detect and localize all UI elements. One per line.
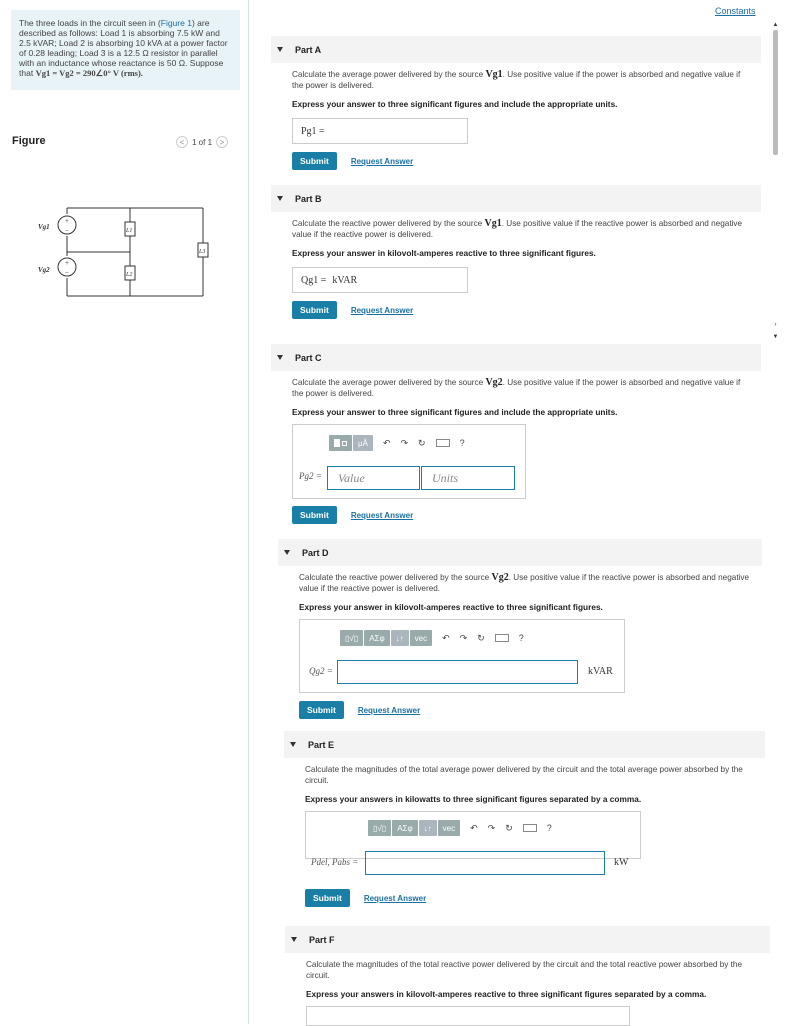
vg2-label: Vg2 (38, 266, 50, 274)
part-a-header[interactable] (271, 36, 761, 63)
part-e-instructions: Express your answers in kilowatts to three significant figures separated by a comma. (305, 794, 642, 804)
part-c-instructions: Express your answer to three significant figures and include the appropriate units. (292, 407, 618, 417)
part-e-request-answer[interactable]: Request Answer (363, 893, 427, 903)
scroll-right-arrow[interactable]: › (774, 322, 777, 328)
part-b-header[interactable] (271, 185, 761, 212)
part-b-label: Qg1 = (301, 274, 327, 286)
part-b-answer-box[interactable] (292, 267, 468, 293)
part-a-label: Pg1 = (301, 125, 325, 137)
problem-text-1: The three loads in the circuit seen in ( (19, 18, 161, 28)
redo-icon[interactable]: ↷ (400, 437, 409, 448)
undo-icon[interactable]: ↶ (470, 822, 478, 833)
l2-label: L2 (126, 272, 133, 278)
part-d-unit: kVAR (588, 666, 613, 677)
part-a (271, 36, 761, 170)
keyboard-icon[interactable] (436, 439, 450, 447)
arrows-button[interactable]: ↓↑ (419, 820, 437, 836)
circuit-diagram (30, 200, 220, 310)
part-c-request-answer[interactable]: Request Answer (350, 510, 414, 520)
help-icon[interactable]: ? (546, 823, 552, 833)
scroll-thumb[interactable] (773, 30, 778, 155)
keyboard-icon[interactable] (523, 824, 537, 832)
part-d (278, 539, 762, 719)
constants-link[interactable]: Constants (715, 6, 756, 16)
l1-label: L1 (126, 228, 133, 234)
part-e-title: Part E (308, 739, 335, 750)
part-c (271, 344, 761, 524)
part-a-submit-button[interactable]: Submit (292, 152, 337, 170)
part-e-submit-button[interactable]: Submit (305, 889, 350, 907)
part-c-value-input[interactable]: Value (327, 466, 420, 490)
part-f (285, 926, 770, 1026)
part-e-label: Pdel, Pabs = (311, 857, 359, 867)
part-c-title: Part C (295, 352, 322, 363)
part-d-submit-button[interactable]: Submit (299, 701, 344, 719)
collapse-icon (277, 355, 283, 360)
template-button[interactable] (329, 435, 352, 451)
part-f-instructions: Express your answers in kilovolt-amperes reactive to three significant figures separated by a comma. (306, 989, 707, 999)
part-e (284, 731, 765, 859)
figure-label: Figure (12, 135, 46, 147)
problem-statement (11, 10, 240, 90)
part-b-submit-button[interactable]: Submit (292, 301, 337, 319)
part-d-answer-input[interactable] (337, 660, 578, 684)
greek-button[interactable]: ΑΣφ (364, 630, 389, 646)
collapse-icon (277, 47, 283, 52)
vg1-minus: − (65, 227, 69, 235)
part-b-question: Calculate the reactive power delivered by the source Vg1. Use positive value if the reactive power is absorbed and negative value if the reactive power is delivered. (292, 218, 743, 239)
collapse-icon (277, 196, 283, 201)
help-icon[interactable]: ? (459, 438, 465, 448)
figure-link[interactable]: Figure 1 (160, 18, 192, 28)
arrows-button[interactable]: ↓↑ (391, 630, 409, 646)
part-f-question: Calculate the magnitudes of the total reactive power delivered by the circuit and the total reactive power absorbed by the circuit. (306, 960, 743, 980)
part-d-editor (299, 619, 625, 693)
part-c-label: Pg2 = (299, 471, 322, 481)
figure-pager (176, 136, 228, 148)
l3-label: L3 (199, 249, 206, 255)
greek-button[interactable]: ΑΣφ (392, 820, 417, 836)
part-c-units-input[interactable]: Units (421, 466, 515, 490)
vg2-plus: + (65, 259, 69, 267)
redo-icon[interactable]: ↷ (459, 632, 468, 643)
vec-button[interactable]: vec (410, 630, 432, 646)
reset-icon[interactable]: ↻ (477, 632, 485, 643)
redo-icon[interactable]: ↷ (487, 822, 496, 833)
part-d-title: Part D (302, 547, 329, 558)
template-button[interactable]: ▯√▯ (340, 630, 363, 646)
part-a-question: Calculate the average power delivered by the source Vg1. Use positive value if the power is absorbed and negative value if the power is delivered. (292, 69, 741, 90)
part-d-question: Calculate the reactive power delivered by the source Vg2. Use positive value if the reactive power is absorbed and negative value if the reactive power is delivered. (299, 572, 750, 593)
part-e-header[interactable] (284, 731, 765, 758)
part-a-request-answer[interactable]: Request Answer (350, 156, 414, 166)
part-b-request-answer[interactable]: Request Answer (350, 305, 414, 315)
vg1-label: Vg1 (38, 223, 50, 231)
scroll-down-arrow[interactable]: ▼ (772, 334, 779, 340)
part-e-unit: kW (614, 857, 629, 868)
part-a-title: Part A (295, 44, 322, 55)
prev-figure-button[interactable]: < (176, 136, 188, 148)
part-b (271, 185, 761, 319)
part-c-header[interactable] (271, 344, 761, 371)
part-d-label: Qg2 = (309, 666, 333, 676)
part-a-instructions: Express your answer to three significant figures and include the appropriate units. (292, 99, 618, 109)
part-f-header[interactable] (285, 926, 770, 953)
problem-text-2: ) are described as follows: Load 1 is absorbing 7.5 kW and 2.5 kVAR; Load 2 is absorbing 10 kVA at a power factor of 0.28 leading; Load 3 is a 12.5 Ω resistor in parallel with an inductance whose reactance is 50 Ω. Suppose that (19, 18, 228, 78)
help-icon[interactable]: ? (518, 633, 524, 643)
collapse-icon (291, 937, 297, 942)
part-e-answer-input[interactable] (365, 851, 605, 875)
problem-eq: V (35, 68, 42, 78)
problem-eq-tail: g1 = Vg2 = 290∠0° V (rms). (41, 68, 143, 78)
reset-icon[interactable]: ↻ (418, 437, 426, 448)
part-c-editor (292, 424, 526, 499)
vg1-plus: + (65, 217, 69, 225)
units-button[interactable]: μÅ (353, 435, 373, 451)
template-button[interactable]: ▯√▯ (368, 820, 391, 836)
scroll-up-arrow[interactable]: ▲ (772, 22, 779, 28)
part-d-toolbar (340, 630, 524, 646)
part-f-editor (306, 1006, 630, 1026)
part-c-question: Calculate the average power delivered by the source Vg2. Use positive value if the power is absorbed and negative value if the power is delivered. (292, 377, 741, 398)
undo-icon[interactable]: ↶ (442, 632, 450, 643)
part-b-unit: kVAR (332, 274, 358, 286)
part-d-instructions: Express your answer in kilovolt-amperes reactive to three significant figures. (299, 602, 603, 612)
part-c-toolbar (329, 435, 465, 451)
collapse-icon (284, 550, 290, 555)
part-a-answer-box[interactable] (292, 118, 468, 144)
scrollbar[interactable] (771, 22, 780, 342)
left-panel (0, 0, 249, 1024)
part-e-toolbar (368, 820, 552, 836)
undo-icon[interactable]: ↶ (382, 437, 391, 448)
vec-button[interactable]: vec (438, 820, 460, 836)
keyboard-icon[interactable] (495, 634, 509, 642)
part-e-question: Calculate the magnitudes of the total average power delivered by the circuit and the total average power absorbed by the circuit. (305, 765, 743, 785)
part-d-header[interactable] (278, 539, 762, 566)
reset-icon[interactable]: ↻ (505, 822, 513, 833)
vg2-minus: − (65, 269, 69, 277)
part-b-instructions: Express your answer in kilovolt-amperes reactive to three significant figures. (292, 248, 596, 258)
next-figure-button[interactable]: > (216, 136, 228, 148)
part-b-title: Part B (295, 193, 322, 204)
pager-text: 1 of 1 (192, 137, 213, 147)
collapse-icon (290, 742, 296, 747)
part-d-request-answer[interactable]: Request Answer (357, 705, 421, 715)
part-c-submit-button[interactable]: Submit (292, 506, 337, 524)
part-f-title: Part F (309, 934, 335, 945)
